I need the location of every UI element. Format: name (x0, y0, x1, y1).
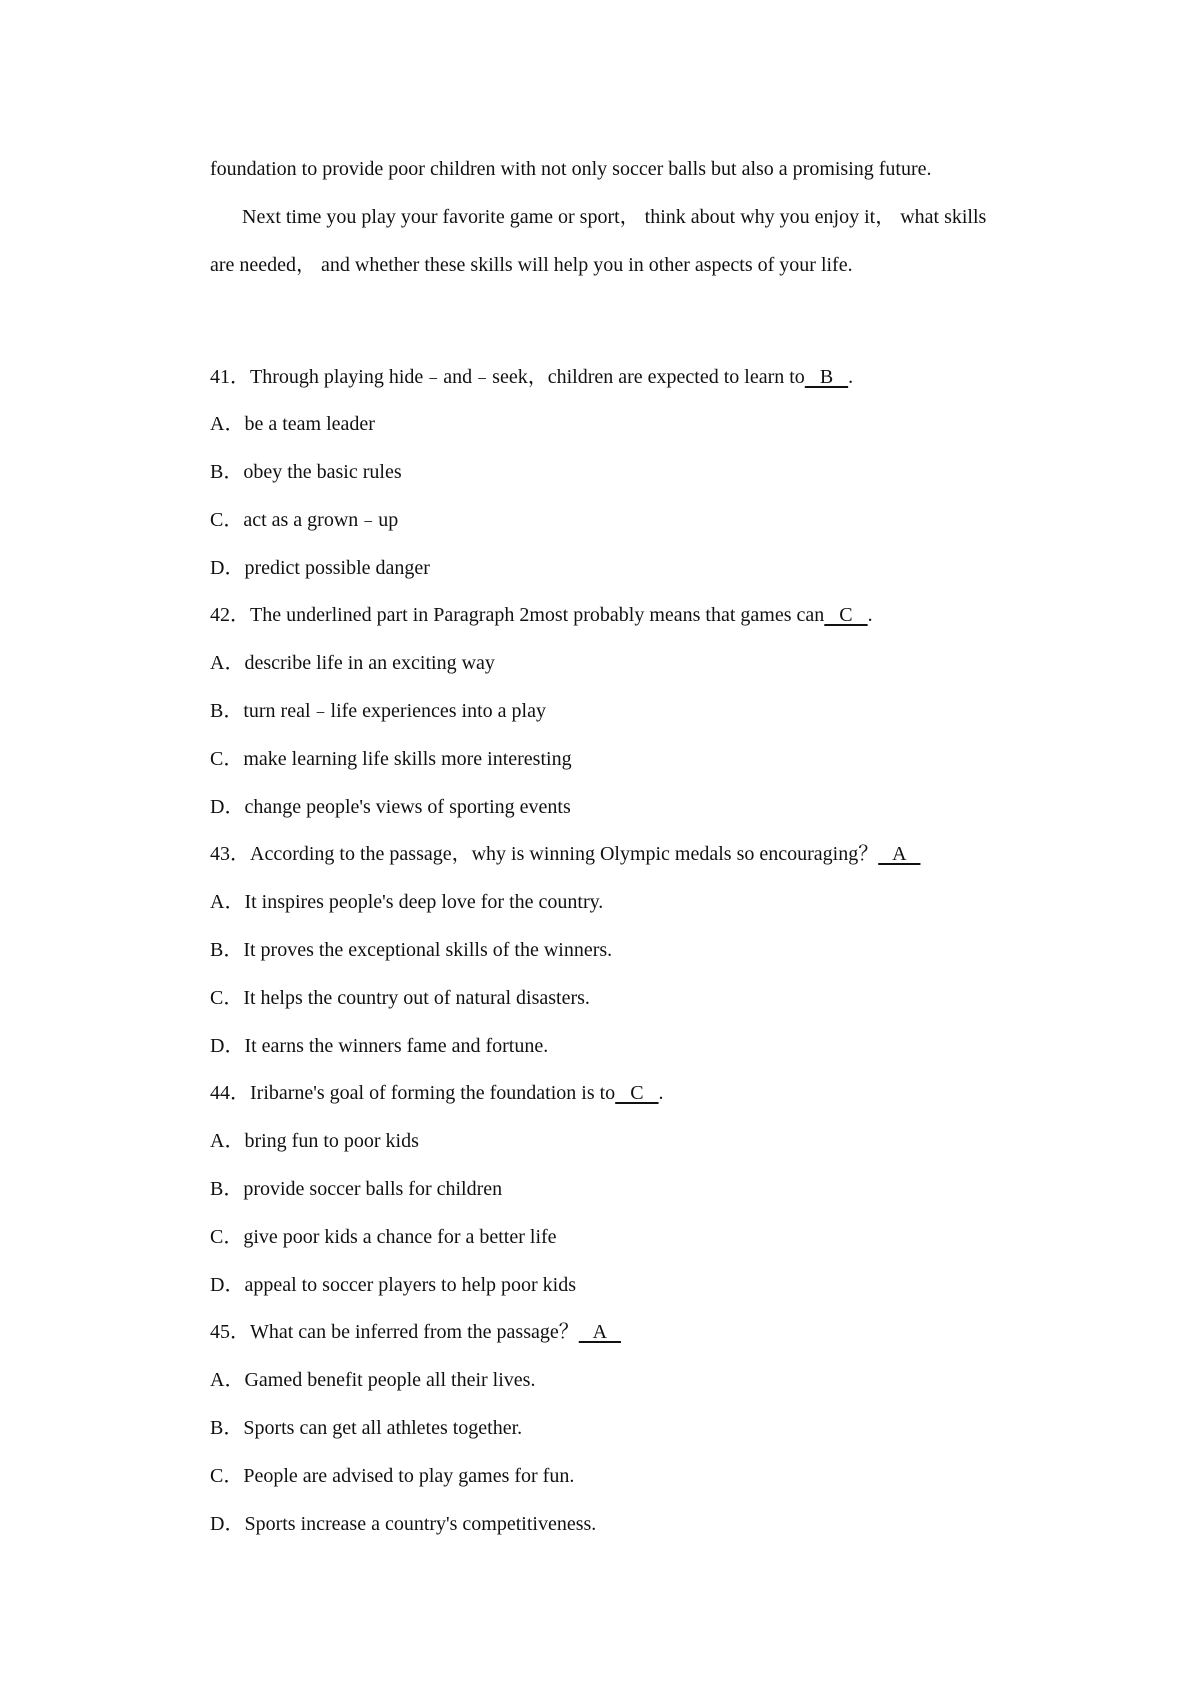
answer-blank: A (878, 843, 921, 865)
question-43-stem (210, 842, 920, 866)
option-43-b: B．It proves the exceptional skills of the winners. (210, 939, 613, 961)
option-44-d: D．appeal to soccer players to help poor kids (210, 1274, 577, 1296)
passage-line-2: Next time you play your favorite game or sport， think about why you enjoy it， what skills (242, 206, 987, 228)
question-42-stem (210, 603, 873, 627)
option-45-a: A．Gamed benefit people all their lives. (210, 1369, 536, 1391)
option-43-c: C．It helps the country out of natural disasters. (210, 987, 590, 1009)
option-43-a: A．It inspires people's deep love for the country. (210, 891, 604, 913)
option-41-a: A．be a team leader (210, 413, 375, 435)
question-text: 44．Iribarne's goal of forming the foundation is to (210, 1082, 616, 1104)
option-42-c: C．make learning life skills more interesting (210, 748, 572, 770)
question-44-stem (210, 1081, 664, 1105)
answer-blank: C (824, 604, 868, 626)
option-44-b: B．provide soccer balls for children (210, 1178, 503, 1200)
option-45-b: B．Sports can get all athletes together. (210, 1417, 523, 1439)
answer-blank: C (615, 1082, 659, 1104)
option-41-b: B．obey the basic rules (210, 461, 402, 483)
option-42-a: A．describe life in an exciting way (210, 652, 495, 674)
option-41-c: C．act as a grown﹣up (210, 509, 399, 531)
passage-line-3: are needed， and whether these skills will help you in other aspects of your life. (210, 254, 853, 276)
question-end: . (658, 1082, 664, 1104)
question-text: 43．According to the passage，why is winning Olympic medals so encouraging？ (210, 843, 879, 865)
question-end: . (867, 604, 873, 626)
answer-blank: A (578, 1321, 621, 1343)
option-45-d: D．Sports increase a country's competitiveness. (210, 1513, 597, 1535)
question-text: 41．Through playing hide﹣and﹣seek，children are expected to learn to (210, 366, 805, 388)
option-42-b: B．turn real﹣life experiences into a play (210, 700, 546, 722)
passage-line-1: foundation to provide poor children with not only soccer balls but also a promising future. (210, 158, 932, 180)
option-42-d: D．change people's views of sporting events (210, 796, 571, 818)
option-44-a: A．bring fun to poor kids (210, 1130, 419, 1152)
question-text: 42．The underlined part in Paragraph 2most probably means that games can (210, 604, 825, 626)
option-41-d: D．predict possible danger (210, 557, 430, 579)
answer-blank: B (804, 366, 849, 388)
option-44-c: C．give poor kids a chance for a better life (210, 1226, 557, 1248)
option-43-d: D．It earns the winners fame and fortune. (210, 1035, 549, 1057)
question-41-stem (210, 365, 853, 389)
question-end: . (848, 366, 854, 388)
question-45-stem (210, 1320, 621, 1344)
question-text: 45．What can be inferred from the passage？ (210, 1321, 579, 1343)
option-45-c: C．People are advised to play games for fun. (210, 1465, 575, 1487)
